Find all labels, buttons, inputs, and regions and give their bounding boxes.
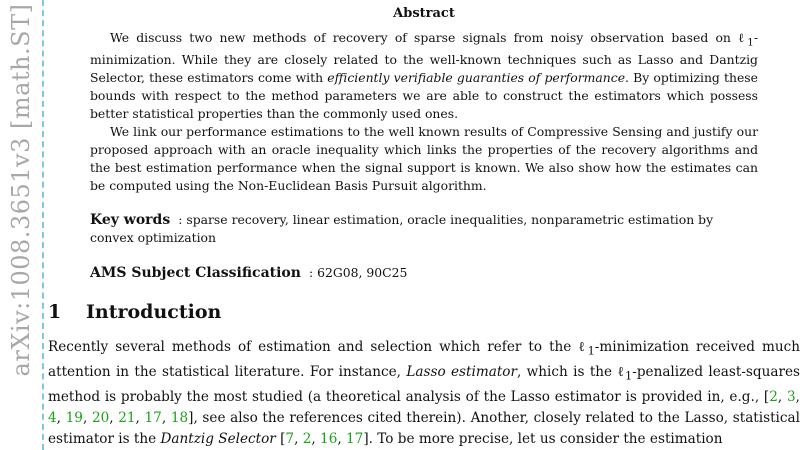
citation-link[interactable]: 21: [118, 409, 136, 426]
abstract-paragraph-1: [90, 29, 758, 123]
citation-link[interactable]: 20: [91, 409, 110, 426]
citation-link[interactable]: 4: [48, 409, 57, 426]
abstract-text: By optimizing these bounds with respect to the method parameters we are able to construct the estimators which possess better statistical properties than the commonly used ones.: [90, 70, 758, 122]
ams-classification: [48, 265, 800, 281]
citation-link[interactable]: 17: [346, 430, 364, 447]
keywords: [48, 211, 800, 247]
section-heading: [48, 301, 800, 323]
intro-text: ]. To be more precise, let us consider the estimation: [363, 430, 723, 447]
abstract-body: [48, 29, 800, 195]
intro-text: [: [275, 430, 286, 447]
citation-link[interactable]: 19: [65, 409, 83, 426]
ams-codes: : 62G08, 90C25: [308, 265, 408, 281]
citation-link[interactable]: 7: [285, 430, 295, 447]
introduction-body: [48, 337, 800, 449]
ams-label: AMS Subject Classification: [90, 265, 301, 282]
abstract-text: We discuss two new methods of recovery of sparse signals from noisy observation based on ℓ: [110, 30, 748, 45]
citation-link[interactable]: 16: [320, 430, 338, 447]
abstract-heading: Abstract: [393, 6, 455, 21]
subscript: 1: [587, 344, 595, 359]
intro-text: ], see also the references cited therein). Another, closely related to the Lasso, statistical estimator is the: [48, 409, 800, 447]
keywords-label: Key words: [90, 212, 171, 229]
abstract-emphasis: efficiently verifiable guaranties of performance.: [327, 70, 629, 86]
intro-paragraph: Recently several methods of estimation and selection which refer to the ℓ$_1$-minimization received much attention in the statistical literature. For instance, Lasso estimator, which is the ℓ$_1$-penalized least-squares method is probably the most studied (a theoretical analysis of the Lasso estimator is provided in, e.g., [2, 3, 4, 19, 20, 21, 17, 18], see also the references cited therein). Another, closely related to the Lasso, statistical estimator is the Dantzig Selector [7, 2, 16, 17]. To be more precise, let us consider the estimation: [48, 339, 800, 447]
paper-page: [48, 0, 800, 450]
section-title: Introduction: [86, 301, 222, 324]
arxiv-margin: [0, 0, 44, 450]
intro-text: -minimization received much attention in the statistical literature. For instance,: [48, 339, 800, 381]
intro-emphasis: Dantzig Selector: [160, 430, 276, 447]
abstract-text: -minimization. While they are closely related to the well-known techniques such as Lasso and Dantzig Selector, these estimators come with: [90, 30, 758, 86]
intro-text: , which is the ℓ: [516, 364, 626, 381]
intro-text: -penalized least-squares method is probably the most studied (a theoretical analysis of the Lasso estimator is provided in, e.g., [: [48, 364, 800, 405]
arxiv-identifier: arXiv:1008.3651v3 [math.ST]: [7, 3, 35, 377]
keywords-text: : sparse recovery, linear estimation, oracle inequalities, nonparametric estimation by convex optimization: [90, 212, 714, 246]
citation-link[interactable]: 17: [144, 409, 162, 426]
subscript: 1: [625, 368, 633, 383]
section-number: 1: [48, 301, 62, 324]
intro-text: Recently several methods of estimation and selection which refer to the ℓ: [48, 339, 588, 356]
citation-link[interactable]: 2: [769, 388, 778, 405]
abstract-paragraph-2: We link our performance estimations to the well known results of Compressive Sensing and justify our proposed approach with an oracle inequality which links the properties of the recovery algorithms and the best estimation performance when the signal support is known. We also show how the estimates can be computed using the Non-Euclidean Basis Pursuit algorithm.: [90, 124, 758, 194]
citation-link[interactable]: 18: [170, 409, 189, 426]
citation-link[interactable]: 2: [302, 430, 312, 447]
subscript: 1: [747, 36, 754, 49]
citation-link[interactable]: 3: [787, 388, 796, 405]
intro-emphasis: Lasso estimator: [406, 364, 517, 381]
